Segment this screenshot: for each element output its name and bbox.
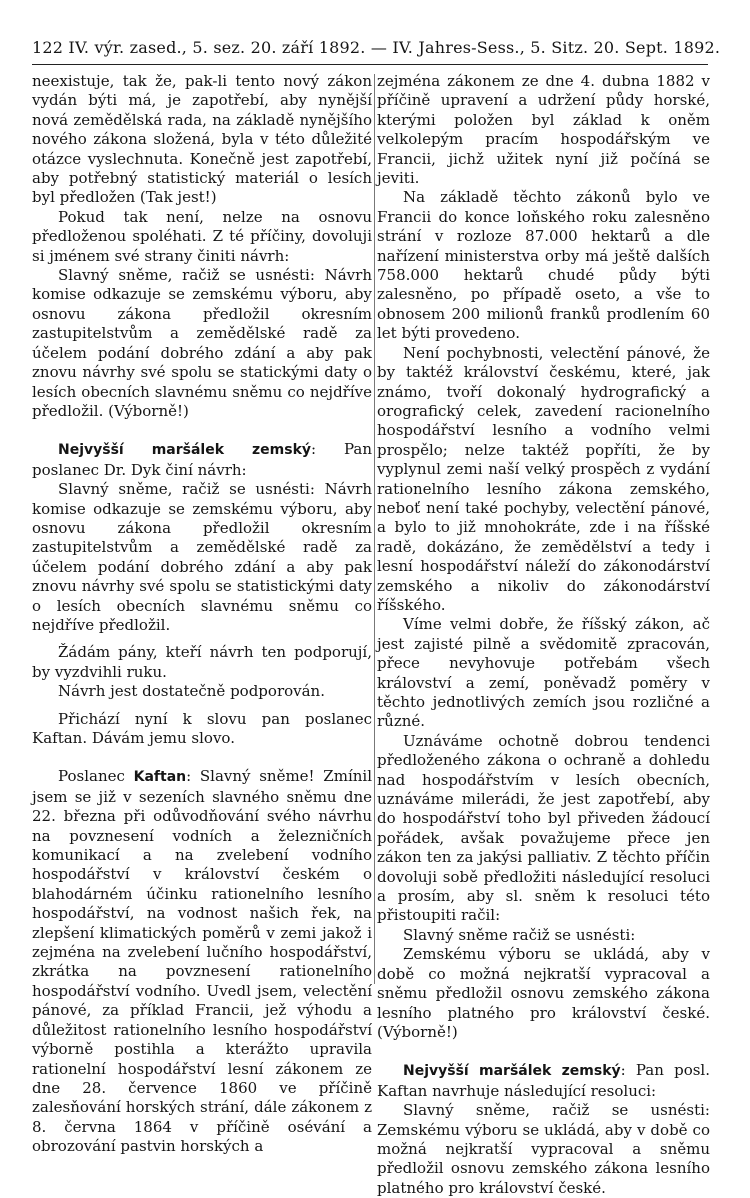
speech-text: : Pan poslanec Dr. Dyk činí návrh: bbox=[32, 440, 372, 479]
right-paragraph-5: Uznáváme ochotně dobrou tendenci předloženého zákona o ochraně a dohledu nad hospodářstvím v lesích obecních, uznáváme milerádi, že jest zapotřebí, aby do hospodářství toho byl přiveden žádoucí pořádek, avšak považujeme přece jen zákon ten za jakýsi palliativ. Z těchto příčin dovoluji sobě předložiti následující resoluci a prosím, aby sl. sněm k resoluci této přistoupiti račil: bbox=[377, 731, 710, 925]
speech-prefix: Poslanec bbox=[58, 767, 134, 786]
resolution-intro: Slavný sněme račiž se usnésti: bbox=[403, 925, 636, 944]
right-paragraph-3: Není pochybnosti, velectění pánové, že by taktéž království českému, které, jak známo, tvoří dokonalý hydrografický a orografický celek, zavedení racionelního hospodářství lesního a vodního velmi prospělo; nelze taktéž popříti, že by vyplynul zemi naší velký prospěch z vydání rationelního lesního zákona zemského, neboť není také pochyby, velectění pánové, a bylo to již mnohokráte, zde i na říšské radě, dokázáno, že zemědělství a tedy i lesní hospodářství náleží do zákonodárství zemského a nikoliv do zákonodárství říšského. bbox=[377, 343, 710, 614]
right-paragraph-4: Víme velmi dobře, že říšský zákon, ač jest zajisté pilně a svědomitě zpracován, přece nevyhovuje potřebám všech království a zemí, poněvadž poměry v těchto jednotlivých zemích jsou rozličné a různé. bbox=[377, 615, 710, 731]
speaker-name: Nejvyšší maršálek zemský bbox=[58, 442, 312, 459]
speaker-name: Nejvyšší maršálek zemský bbox=[403, 1063, 621, 1080]
left-paragraph-7: Návrh jest dostatečně podporován. bbox=[58, 682, 325, 701]
marshal-remark-2 bbox=[377, 1061, 710, 1101]
left-paragraph-2: Pokud tak není, nelze na osnovu předloženou spoléhati. Z té příčiny, dovoluji si jménem své strany činiti návrh: bbox=[32, 207, 372, 265]
resolution-text: Zemskému výboru se ukládá, aby v době co možná nejkratší vypracoval a sněmu předložil osnovu zemského zákona lesního platného pro království české. (Výborně!) bbox=[377, 945, 710, 1041]
resolution-repeat: Slavný sněme, račiž se usnésti: Zemskému výboru se ukládá, aby v době co možná nejkratší vypracoval a sněmu předložil osnovu zemského zákona lesního platného pro království české. bbox=[377, 1101, 710, 1197]
motion-dyk-repeat: Slavný sněme, račiž se usnésti: Návrh komise odkazuje se zemskému výboru, aby osnovu zákona předložil okresním zastupitelstvům a zemědělské radě za účelem podání dobrého zdání a aby pak znovu návrhy své spolu se statistickými daty o lesích obecních slavnému sněmu co nejdříve předložil. bbox=[32, 480, 372, 634]
right-paragraph-2: Na základě těchto zákonů bylo ve Francii do konce loňského roku zalesněno strání v rozloze 87.000 hektarů a dle nařízení ministerstva orby má ještě dalších 758.000 hektarů chudé půdy býti zalesněno, po případě oseto, a vše to obnosem 200 milionů franků prodlením 60 let býti provedeno. bbox=[377, 188, 710, 343]
right-paragraph-1: zejména zákonem ze dne 4. dubna 1882 v příčině upravení a udržení půdy horské, kterými položen byl základ k oněm velkolepým pracím hospodářským ve Francii, jichž užitek nyní již počíná se jeviti. bbox=[377, 72, 710, 188]
left-column bbox=[32, 72, 372, 1157]
header-rule bbox=[32, 64, 708, 65]
speech-text: : Pan posl. Kaftan navrhuje následující resoluci: bbox=[377, 1061, 710, 1100]
speech-text: : Slavný sněme! Zmínil jsem se již v sezeních slavného sněmu dne 22. března při odůvodňování svého návrhu na povznesení vodních a železničních komunikací a na zvelebení vodního hospodářství v království českém o blahodárném účinku rationelního lesního hospodářství, na vodnost našich řek, na zlepšení klimatických poměrů v zemi jakož i zejména na zvelebení lučního hospodářství, zkrátka na povznesení rationelního hospodářství vodního. Uvedl jsem, velectění pánové, za příklad Francii, jež výhodu a důležitost rationelního lesního hospodářství výborně postihla a kterážto upravila rationelní hospodářství lesní zákonem ze dne 28. července 1860 ve příčině zalesňování horských strání, dále zákonem z 8. června 1864 v příčině osévání a obrozování pastvin horských a bbox=[32, 767, 372, 1156]
left-paragraph-1: neexistuje, tak že, pak-li tento nový zákon vydán býti má, je zapotřebí, aby nynější nová zemědělská rada, na základě nynějšího nového zákona složená, byla v této důležité otázce vyslechnuta. Konečně jest zapotřebí, aby potřebný statistický materiál o lesích byl předložen (Tak jest!) bbox=[32, 72, 372, 207]
page-header: 122 IV. výr. zased., 5. sez. 20. září 1892. — IV. Jahres-Sess., 5. Sitz. 20. Sept. 1892. bbox=[32, 38, 721, 57]
speaker-name: Kaftan bbox=[133, 769, 187, 786]
motion-dyk: Slavný sněme, račiž se usnésti: Návrh komise odkazuje se zemskému výboru, aby osnovu zákona předložil okresním zastupitelstvům a zemědělské radě za účelem podání dobrého zdání a aby pak znovu návrhy své spolu se statickými daty o lesích obecních slavnému sněmu co nejdříve předložil. (Výborně!) bbox=[32, 266, 372, 420]
left-paragraph-6: Žádám pány, kteří návrh ten podporují, by vyzdvihli ruku. bbox=[32, 643, 372, 681]
right-column bbox=[377, 72, 710, 1198]
marshal-remark-1 bbox=[32, 440, 372, 480]
speech-kaftan bbox=[32, 767, 372, 1156]
column-divider bbox=[374, 74, 375, 984]
left-paragraph-8: Přichází nyní k slovu pan poslanec Kaftan. Dávám jemu slovo. bbox=[32, 709, 372, 747]
